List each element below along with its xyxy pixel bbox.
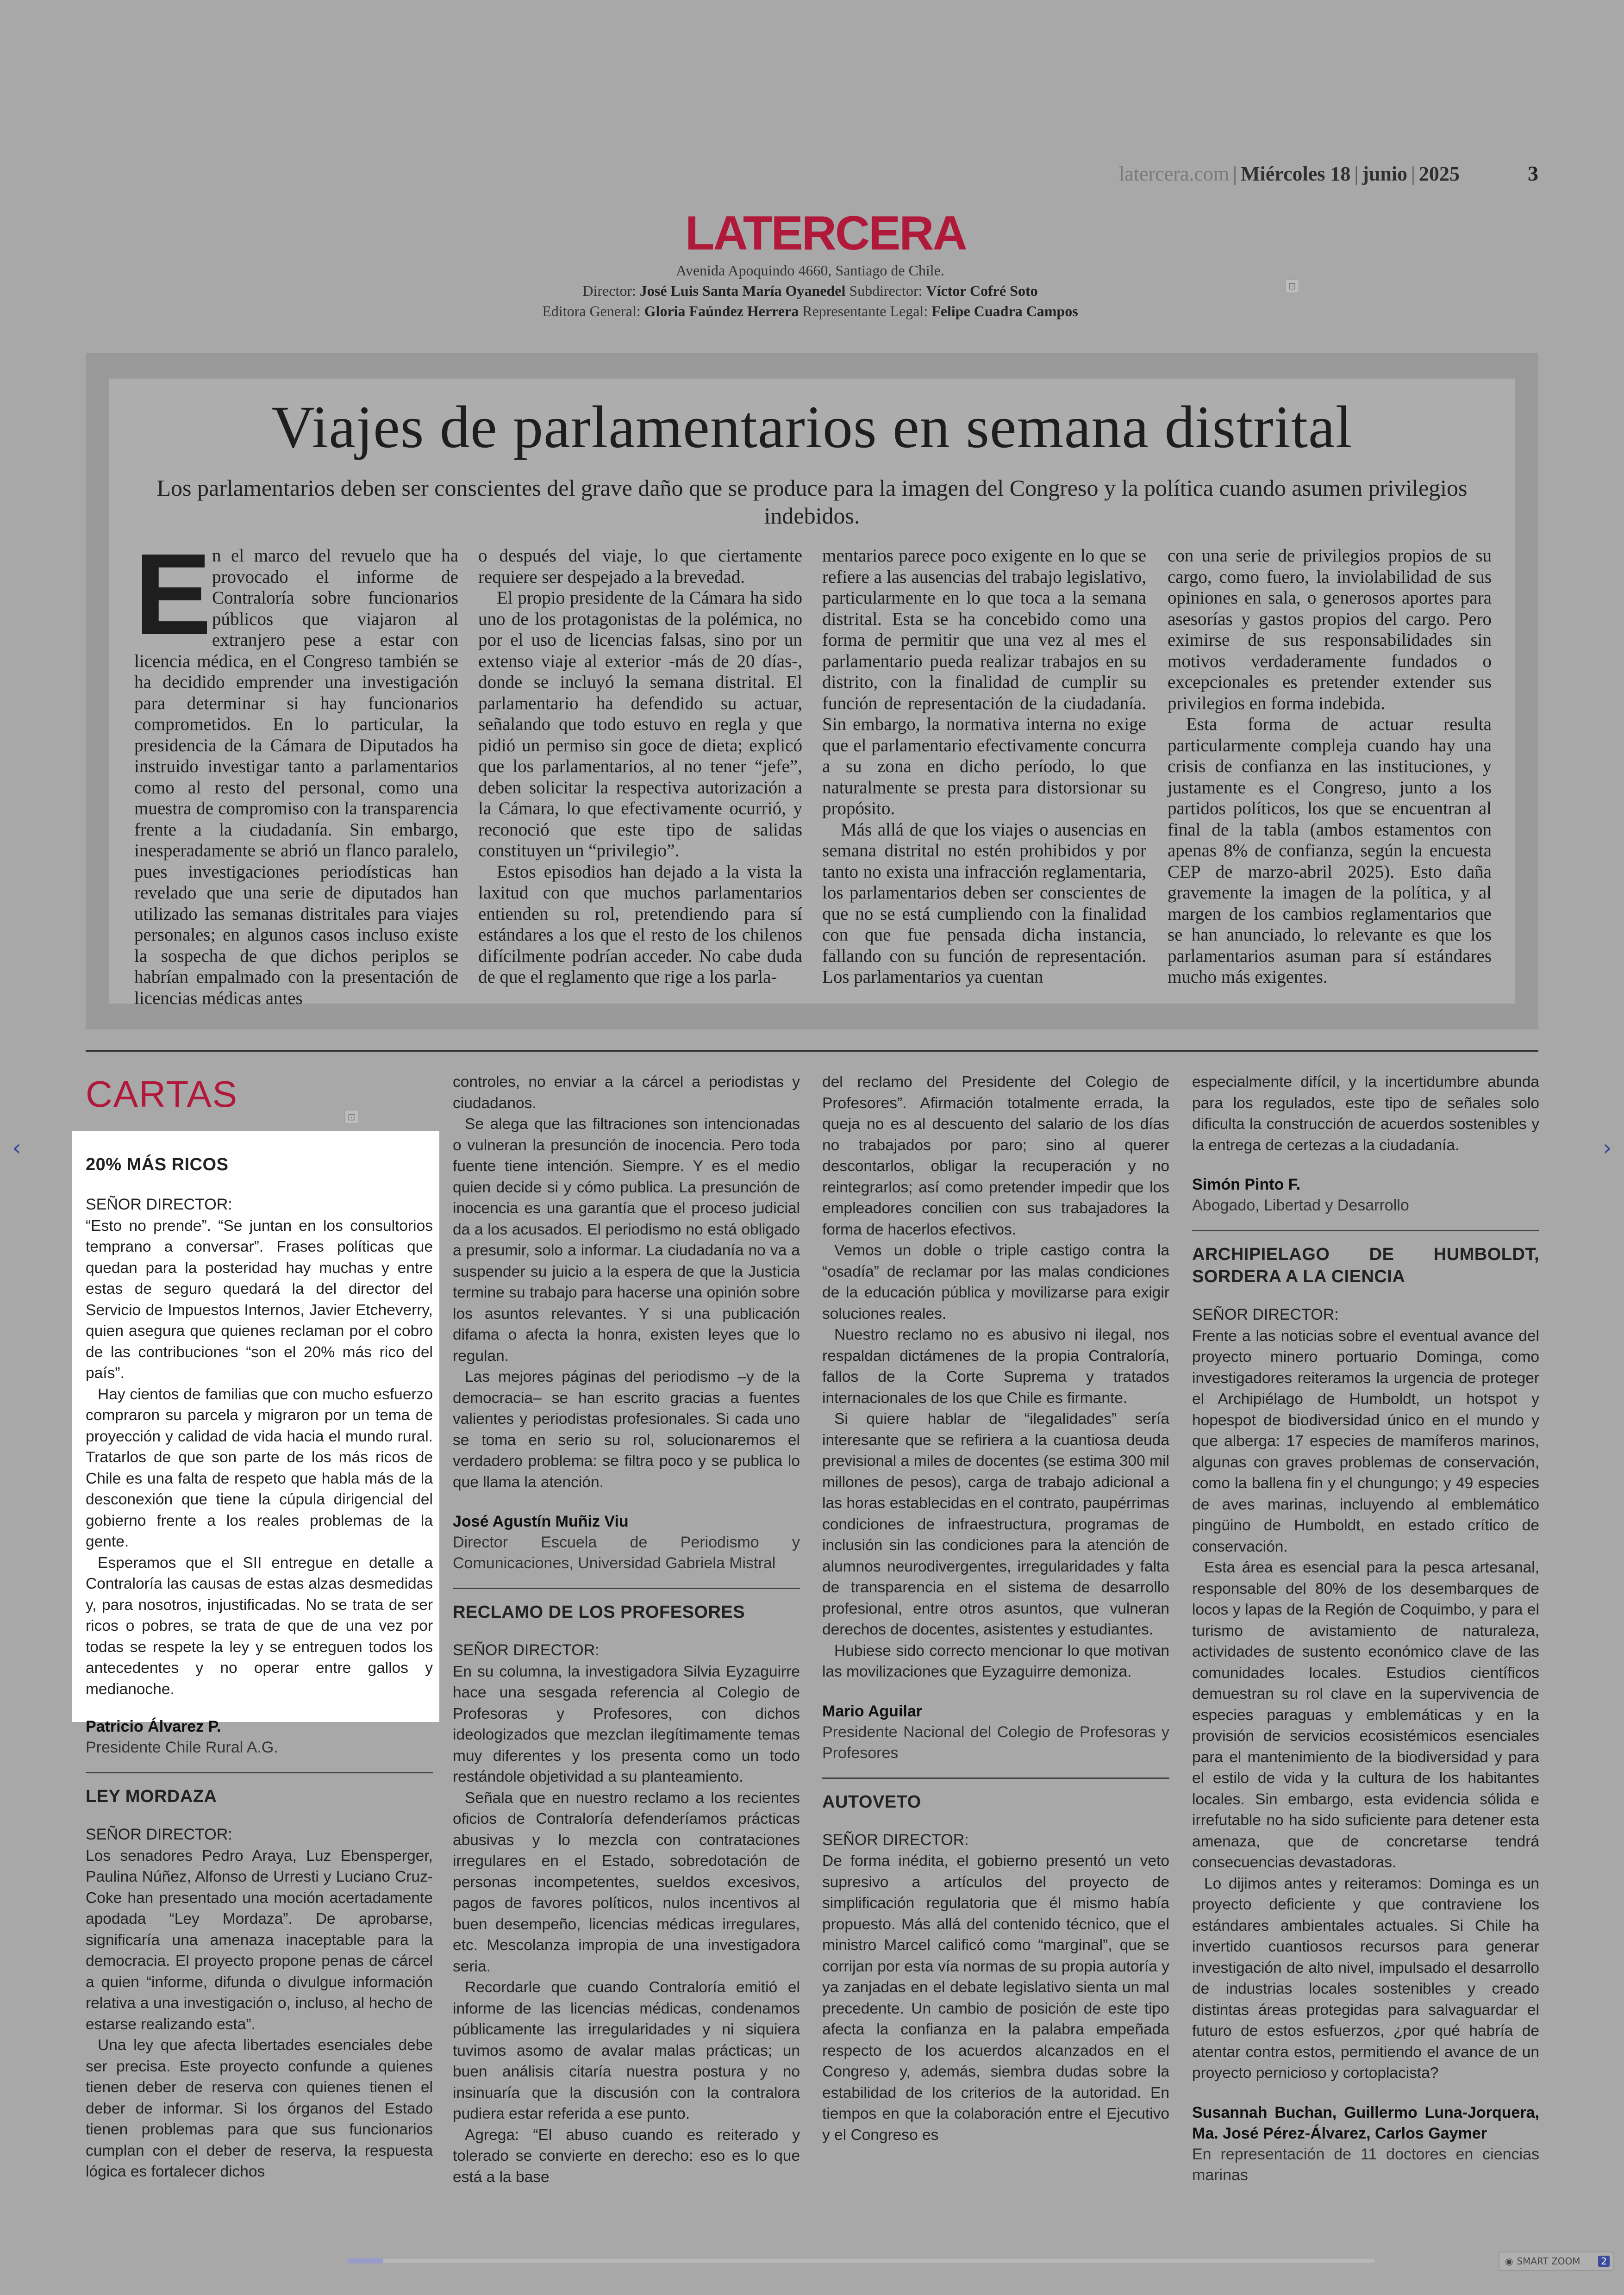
signature-role: En representación de 11 doctores en ciencias marinas [1192, 2145, 1539, 2184]
signature: José Agustín Muñiz Viu [453, 1513, 629, 1530]
dateline: latercera.com | Miércoles 18 | junio | 2025 [1119, 162, 1460, 185]
letters-column-1: 20% MÁS RICOS SEÑOR DIRECTOR: “Esto no prende”. “Se juntan en los consultorios temprano a conversar”. Frases políticas que quedan para la posteridad hay muchas y entre estas de seguro quedará la del director del Servicio de Impuestos Internos, Javier Etcheverry, quien asegura que quienes reclaman por el cobro de las contribuciones “son el 20% más rico del país”. Hay cientos de familias que con mucho esfuerzo compraron su parcela y migraron por un tema de proyección y calidad de vida hacia el mundo rural. Tratarlos de que son parte de los más ricos de Chile es una falta de respeto que habla más de la desconexión que tiene la cúpula dirigencial del gobierno frente a los reales problemas de la gente. Esperamos que el SII entregue en detalle a Contraloría las causas de estas alzas desmedidas y, para nosotros, injustificadas. No se trata de ser ricos o pobres, se trata de que de una vez por todas se respete la ley y se entreguen todos los antecedentes y no operar entre gallos y medianoche. Patricio Álvarez P. Presidente Chile Rural A.G. LEY MORDAZA SEÑOR DIRECTOR: Los senadores Pedro Araya, Luz Ebensperger, Paulina Núñez, Alfonso de Urresti y Luciano Cruz-Coke han presentado una moción acertadamente apodada “Ley Mordaza”. De aprobarse, significaría una amenaza inaceptable para la democracia. El proyecto propone penas de cárcel a quien “informe, difunda o divulgue información relativa a una investigación o, incluso, al hecho de estarse realizando esta”. Una ley que afecta libertades esenciales debe ser precisa. Este proyecto confunde a quienes tienen deber de reserva con quienes tienen el deber de informar. Si los órganos del Estado tienen problemas para que sus funcionarios cumplan con el deber de reserva, la respuesta lógica es fortalecer dichos [86, 1154, 433, 2183]
signature: Patricio Álvarez P. [86, 1718, 221, 1735]
letter-heading: ARCHIPIELAGO DE HUMBOLDT, SORDERA A LA CIENCIA [1192, 1245, 1539, 1286]
page-scrollbar-track[interactable] [347, 2259, 1375, 2263]
divider [1192, 1230, 1539, 1231]
drop-cap: E [134, 530, 212, 659]
date-month: junio [1362, 162, 1408, 185]
letter-heading: LEY MORDAZA [86, 1787, 217, 1806]
divider [822, 1777, 1169, 1779]
smart-zoom-button[interactable] [1499, 2251, 1614, 2271]
section-rule [86, 1050, 1538, 1052]
divider [86, 1772, 433, 1773]
date-year: 2025 [1418, 162, 1460, 185]
crop-icon[interactable]: ⊡ [344, 1110, 358, 1124]
cartas-heading: CARTAS [86, 1073, 238, 1115]
editorial-column-4: con una serie de privilegios propios de su cargo, como fuero, la inviolabilidad de sus opiniones en sala, o generosos aportes para asesorías y gastos propios del cargo. Pero eximirse de sus responsabilidades sin motivos verdaderamente fundados o excepcionales es pretender extender sus privilegios en forma indebida. Esta forma de actuar resulta particularmente compleja cuando hay una crisis de confianza en las instituciones, y justamente es el Congreso, junto a los partidos políticos, los que se encuentran al final de la tabla (ambos estamentos con apenas 8% de confianza, según la encuesta CEP de marzo-abril 2025). Esto daña gravemente la imagen de la política, y al margen de los cambios reglamentarios que se han anunciado, lo relevante es que los parlamentarios asuman para sí estándares mucho más exigentes. [1168, 546, 1492, 987]
letters-column-2: controles, no enviar a la cárcel a periodistas y ciudadanos. Se alega que las filtraciones son intencionadas o vulneran la presunción de inocencia. Pero toda fuente tiene intención. Siempre. Y es el medio quien decide si y cómo publica. La presunción de inocencia es una garantía que el proceso judicial da a los acusados. El periodismo no está obligado a presumir, solo a informar. La ciudadanía no va a suspender su juicio a la espera de que la Justicia termine su trabajo para hacerse una opinión sobre los asuntos relevantes. Y si una publicación difama o afecta la honra, existen leyes que lo regulan. Las mejores páginas del periodismo –y de la democracia– se han escrito gracias a fuentes valientes y periodistas profesionales. Si cada uno se toma en serio su rol, solucionaremos el verdadero problema: se filtra poco y se publica lo que llama la atención. José Agustín Muñiz Viu Director Escuela de Periodismo y Comunicaciones, Universidad Gabriela Mistral RECLAMO DE LOS PROFESORES SEÑOR DIRECTOR: En su columna, la investigadora Silvia Eyzaguirre hace una sesgada referencia al Colegio de Profesoras y Profesores, con dichos ideologizados que mezclan ilegítimamente temas muy diferentes y los presenta como un todo restándole objetividad a su planteamiento. Señala que en nuestro reclamo a los recientes oficios de Contraloría defenderíamos prácticas abusivas y lo mezcla con contrataciones irregulares en el Estado, sobredotación de personas incompetentes, sueldos excesivos, pagos de favores políticos, nulos incentivos al buen desempeño, licencias médicas irregulares, etc. Mescolanza impropia de una investigadora seria. Recordarle que cuando Contraloría emitió el informe de las licencias médicas, condenamos públicamente las irregularidades y ni siquiera tuvimos asomo de avalar malas prácticas; un buen análisis citaría nuestra postura y no insinuaría que la discusión con la contralora pudiera estar referida a ese punto. Agrega: “El abuso cuando es reiterado y tolerado se convierte en derecho: eso es lo que está a la base [453, 1073, 800, 2186]
letter-heading: 20% MÁS RICOS [86, 1155, 229, 1174]
letters-column-4: especialmente difícil, y la incertidumbre abunda para los regulados, este tipo de señales solo dificulta la construcción de acuerdos sostenibles y la entrega de certezas a la ciudadanía. Simón Pinto F. Abogado, Libertad y Desarrollo ARCHIPIELAGO DE HUMBOLDT, SORDERA A LA CIENCIA SEÑOR DIRECTOR: Frente a las noticias sobre el eventual avance del proyecto minero portuario Dominga, como investigadores reiteramos la urgencia de proteger el Archipiélago de Humboldt, un hotspot y hopespot de biodiversidad único en el mundo y que alberga: 17 especies de mamíferos marinos, algunas con graves problemas de conservación, como la ballena fin y el chungungo; y 49 especies de aves marinas, incluyendo al emblemático pingüino de Humboldt, en estado crítico de conservación. Esta área es esencial para la pesca artesanal, responsable del 80% de los desembarques de locos y lapas de la Región de Coquimbo, y para el turismo de avistamiento de naturaleza, actividades de sustento económico clave de las comunidades locales. Estudios científicos demuestran su rol clave en la supervivencia de especies paraguas y emblemáticas y en la provisión de servicios ecosistémicos esenciales para el mantenimiento de la biodiversidad y para el estilo de vida y la cultura de los habitantes locales. Sin embargo, esta evidencia sólida e irrefutable no ha sido suficiente para detener esta amenaza, que de concretarse tendrá consecuencias devastadoras. Lo dijimos antes y reiteramos: Dominga es un proyecto deficiente y que contraviene los estándares ambientales actuales. Si Chile ha invertido cuantiosos recursos para generar investigación de alto nivel, impulsado el desarrollo de industrias locales sostenibles y creado distintas áreas protegidas para salvaguardar el futuro de estos esfuerzos, ¿por qué habría de atentar contra estos, permitiendo el avance de un proyecto pernicioso y cortoplacista? Susannah Buchan, Guillermo Luna-Jorquera, Ma. José Pérez-Álvarez, Carlos Gaymer En representación de 11 doctores en ciencias marinas [1192, 1072, 1539, 2186]
signature-role: Abogado, Libertad y Desarrollo [1192, 1197, 1409, 1214]
salutation: SEÑOR DIRECTOR: [822, 1831, 969, 1849]
director-line: Director: José Luis Santa María Oyanedel Subdirector: Víctor Cofré Soto [582, 282, 1038, 299]
salutation: SEÑOR DIRECTOR: [453, 1641, 600, 1659]
letter-heading: AUTOVETO [822, 1792, 921, 1812]
editorial-column-1: En el marco del revuelo que ha provocado el informe de Contraloría sobre funcionarios públicos que viajaron al extranjero pese a estar con licencia médica, en el Congreso también se ha decidido emprender una investigación para determinar si hay funcionarios comprometidos. En lo particular, la presidencia de la Cámara de Diputados ha instruido investigar tanto a parlamentarios como al resto del personal, como una muestra de compromiso con la transparencia frente a la ciudadanía. Sin embargo, inesperadamente se abrió un flanco paralelo, pues investigaciones periodísticas han revelado que una serie de diputados han utilizado las semanas distritales para viajes personales; en algunos casos incluso existe la sospecha de que dichos periplos se habrían empalmado con la presentación de licencias médicas antes [134, 530, 458, 1008]
smart-zoom-label: SMART ZOOM [1517, 2256, 1580, 2267]
masthead-logo: LATERCERA [685, 206, 966, 260]
signature-role: Presidente Chile Rural A.G. [86, 1739, 278, 1756]
letter-heading: RECLAMO DE LOS PROFESORES [453, 1603, 745, 1622]
signature-role: Director Escuela de Periodismo y Comunicaciones, Universidad Gabriela Mistral [453, 1534, 800, 1572]
letters-column-3: del reclamo del Presidente del Colegio de Profesores”. Afirmación totalmente errada, la queja no es al descuento del salario de los días no trabajados por paro; sino al querer descontarlos, obligar la recuperación y no reintegrarlos; así como pretender impedir que los empleadores concilien con sus trabajadores la forma de hacerlos efectivos. Vemos un doble o triple castigo contra la “osadía” de reclamar por las malas condiciones de la educación pública y movilizarse para exigir soluciones reales. Nuestro reclamo no es abusivo ni ilegal, nos respaldan dictámenes de la propia Contraloría, fallos de la Corte Suprema y tratados internacionales de los que Chile es firmante. Si quiere hablar de “ilegalidades” sería interesante que se refiriera a la cuantiosa deuda previsional a miles de docentes (se estima 300 mil millones de pesos), carga de trabajo adicional a las horas establecidas en el contrato, paupérrimas condiciones de infraestructura, programas de inclusión sin las condiciones para la atención de alumnos neurodivergentes, irregularidades y falta de transparencia en el sistema de desarrollo profesional, entre otros asuntos, que vulneran derechos de docentes, asistentes y estudiantes. Hubiese sido correcto mencionar lo que motivan las movilizaciones que Eyzaguirre demoniza. Mario Aguilar Presidente Nacional del Colegio de Profesoras y Profesores AUTOVETO SEÑOR DIRECTOR: De forma inédita, el gobierno presentó un veto supresivo a artículos del proyecto de simplificación regulatoria que él mismo había propuesto. Más allá del contenido técnico, que el ministro Marcel calificó como “marginal”, que se corrijan por esta vía normas de su propia autoría y ya zanjadas en el debate legislativo sienta un mal precedente. Un cambio de posición de este tipo afecta la confianza en la palabra empeñada respecto de los acuerdos alcanzados en el Congreso y, además, siembra dudas sobre la estabilidad de los criterios de la autoridad. En tiempos en que la colaboración entre el Ejecutivo y el Congreso es [822, 1073, 1169, 2144]
editorial-column-2: o después del viaje, lo que ciertamente requiere ser despejado a la brevedad. El propio presidente de la Cámara ha sido uno de los protagonistas de la polémica, no por el uso de licencias falsas, sino por un extenso viaje al exterior -más de 20 días-, donde se incluyó la semana distrital. El parlamentario ha defendido su actuar, señalando que todo estuvo en regla y que pidió un permiso sin goce de dieta; explicó que los parlamentarios, al no tener “jefe”, deben solicitar la respectiva autorización a la Cámara, lo que efectivamente ocurrió, y reconoció que este tipo de salidas constituyen un “privilegio”. Estos episodios han dejado a la vista la laxitud con que muchos parlamentarios entienden su rol, pretendiendo para sí estándares a los que el resto de los chilenos difícilmente podrían acceder. No cabe duda de que el reglamento que rige a los parla- [478, 546, 802, 987]
page-scrollbar-thumb[interactable] [347, 2258, 383, 2264]
editorial-column-3: mentarios parece poco exigente en lo que se refiere a las ausencias del trabajo legislativo, particularmente en lo que toca a la semana distrital. Esta se ha concebido como una forma de permitir que una vez al mes el parlamentario pueda realizar trabajos en su distrito, con la finalidad de cumplir su función de representación de la ciudadanía. Sin embargo, la normativa interna no exige que el parlamentario efectivamente concurra a su zona en dicho período, lo que naturalmente se presta para distorsionar su propósito. Más allá de que los viajes o ausencias en semana distrital no estén prohibidos y por tanto no exista una infracción reglamentaria, los parlamentarios deben ser conscientes de que no se está cumpliendo con la finalidad con que fue pensada dicha instancia, fallando con su función de representación. Los parlamentarios ya cuentan [822, 546, 1146, 987]
smart-zoom-value: 2 [1598, 2256, 1610, 2267]
page-number: 3 [1528, 162, 1538, 185]
crop-icon[interactable]: ⊡ [1285, 279, 1299, 293]
editor-line: Editora General: Gloria Faúndez Herrera Representante Legal: Felipe Cuadra Campos [542, 303, 1078, 319]
salutation: SEÑOR DIRECTOR: [1192, 1306, 1339, 1323]
salutation: SEÑOR DIRECTOR: [86, 1196, 232, 1213]
address: Avenida Apoquindo 4660, Santiago de Chile. [676, 262, 944, 279]
site-name: latercera.com [1119, 162, 1230, 185]
next-page-arrow-icon[interactable]: › [1603, 1135, 1612, 1161]
prev-page-arrow-icon[interactable]: ‹ [12, 1135, 21, 1161]
salutation: SEÑOR DIRECTOR: [86, 1826, 232, 1843]
eye-icon: ◉ [1505, 2256, 1513, 2267]
divider [453, 1588, 800, 1589]
masthead-info [417, 260, 1204, 321]
editorial-title: Viajes de parlamentarios en semana distrital [271, 394, 1353, 461]
signature: Simón Pinto F. [1192, 1176, 1301, 1193]
editorial-subtitle: Los parlamentarios deben ser conscientes del grave daño que se produce para la imagen del Congreso y la política cuando asumen privilegios indebidos. [156, 475, 1468, 529]
signature-role: Presidente Nacional del Colegio de Profesoras y Profesores [822, 1723, 1169, 1762]
signature: Susannah Buchan, Guillermo Luna-Jorquera, Ma. José Pérez-Álvarez, Carlos Gaymer [1192, 2103, 1539, 2142]
date-day: Miércoles 18 [1240, 162, 1351, 185]
signature: Mario Aguilar [822, 1702, 922, 1720]
